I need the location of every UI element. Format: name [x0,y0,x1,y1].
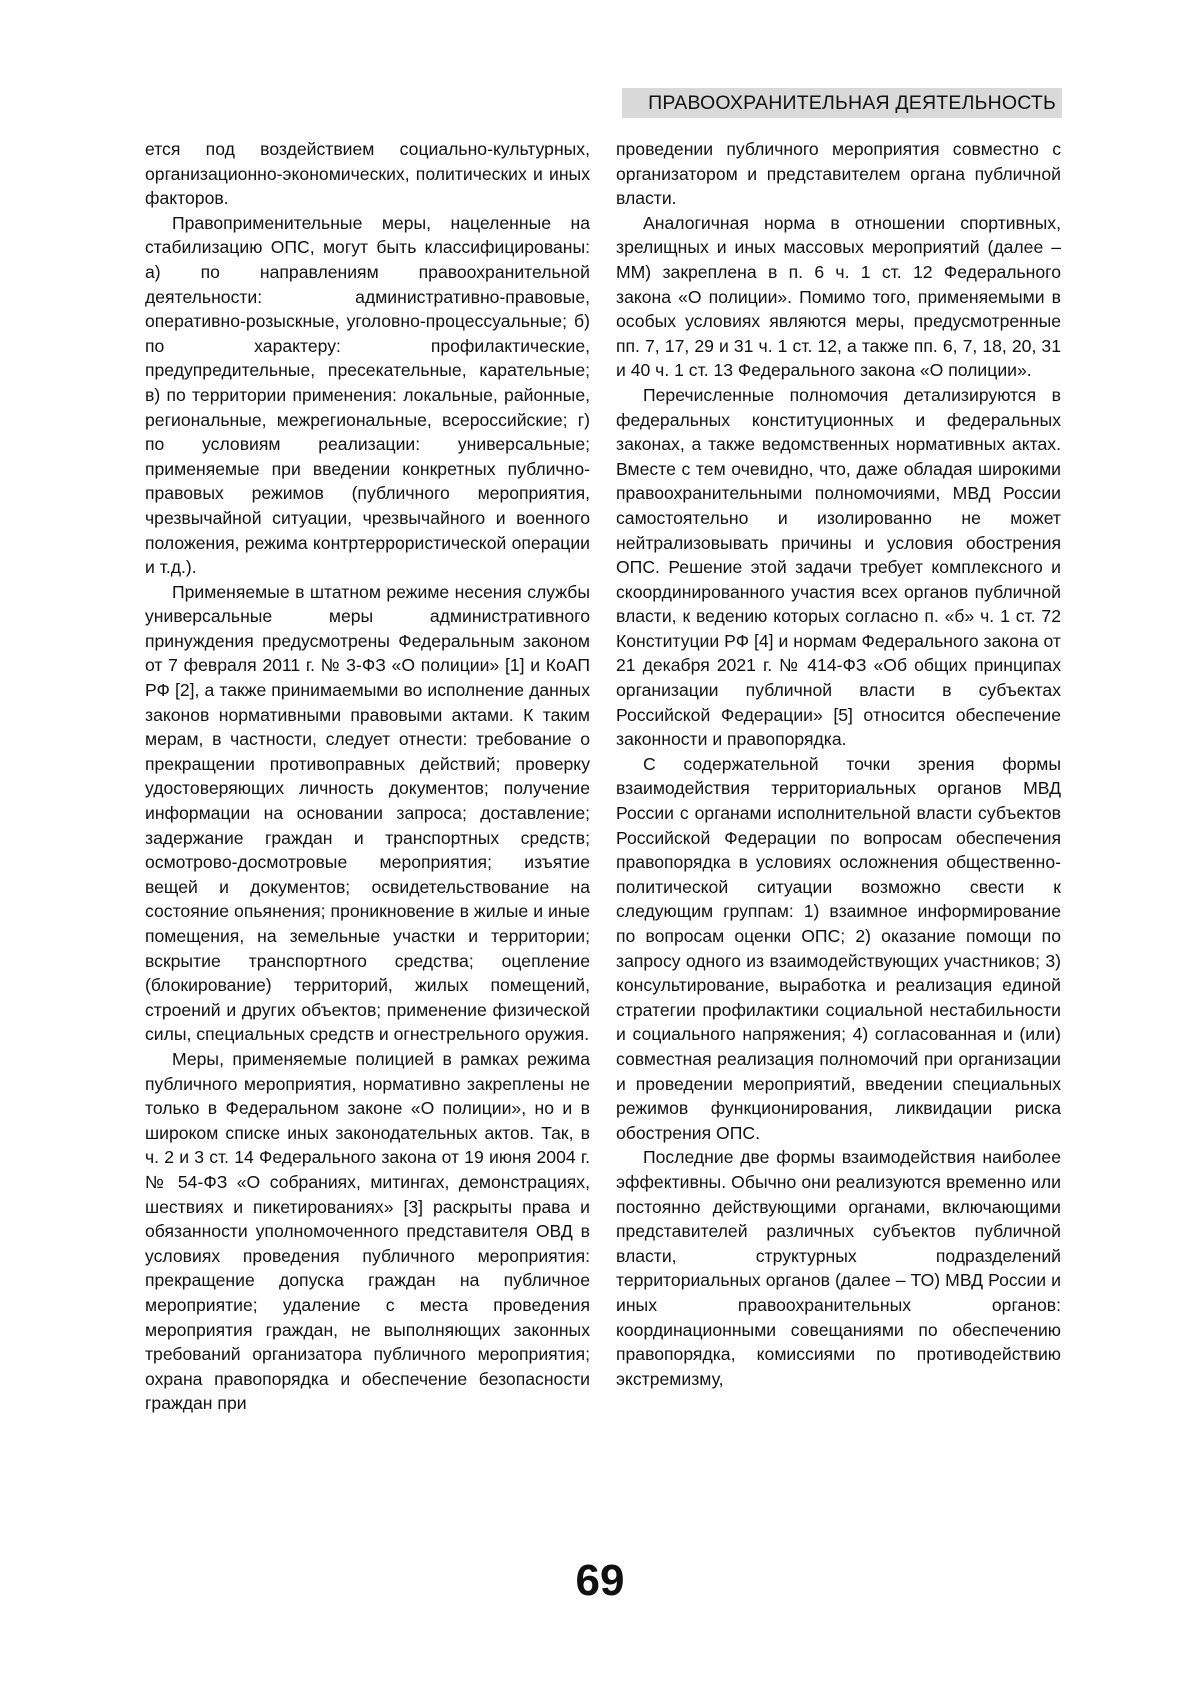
paragraph: Меры, применяемые полицией в рамках режима публичного мероприятия, нормативно закреплены не только в Федеральном законе «О полиции», но и в широком списке иных законодательных актов. Так, в ч. 2 и 3 ст. 14 Федерального закона от 19 июня 2004 г. № 54-ФЗ «О собраниях, митингах, демонстрациях, шествиях и пикетированиях» [3] раскрыты права и обязанности уполномоченного представителя ОВД в условиях проведения публичного мероприятия: прекращение допуска граждан на публичное мероприятие; удаление с места проведения мероприятия граждан, не выполняющих законных требований организатора публичного мероприятия; охрана правопорядка и обеспечение безопасности граждан при [145,1048,590,1414]
paragraph: Правоприменительные меры, нацеленные на стабилизацию ОПС, могут быть классифицированы: а) по направлениям правоохранительной деятельности: административно-правовые, оперативно-розыскные, уголовно-процессуальные; б) по характеру: профилактические, предупредительные, пресекательные, карательные; в) по территории применения: локальные, районные, региональные, межрегиональные, всероссийские; г) по условиям реализации: универсальные; применяемые при введении конкретных публично-правовых режимов (публичного мероприятия, чрезвычайной ситуации, чрезвычайного и военного положения, режима контртеррористической операции и т.д.). [145,212,590,578]
left-column [145,137,590,1416]
paragraph: Применяемые в штатном режиме несения службы универсальные меры административного принуждения предусмотрены Федеральным законом от 7 февраля 2011 г. № 3-ФЗ «О полиции» [1] и КоАП РФ [2], а также принимаемыми во исполнение данных законов нормативными правовыми актами. К таким мерам, в частности, следует отнести: требование о прекращении противоправных действий; проверку удостоверяющих личность документов; получение информации на основании запроса; доставление; задержание граждан и транспортных средств; осмотрово-досмотровые мероприятия; изъятие вещей и документов; освидетельствование на состояние опьянения; проникновение в жилые и иные помещения, на земельные участки и территории; вскрытие транспортного средства; оцепление (блокирование) территорий, жилых помещений, строений и других объектов; применение физической силы, специальных средств и огнестрельного оружия. [145,581,590,1045]
paragraph: проведении публичного мероприятия совместно с организатором и представителем органа публичной власти. [616,139,1061,209]
running-header: ПРАВООХРАНИТЕЛЬНАЯ ДЕЯТЕЛЬНОСТЬ [622,88,1062,118]
paragraph: Последние две формы взаимодействия наиболее эффективны. Обычно они реализуются временно или постоянно действующими органами, включающими представителей различных субъектов публичной власти, структурных подразделений территориальных органов (далее – ТО) МВД России и иных правоохранительных органов: координационными совещаниями по обеспечению правопорядка, комиссиями по противодействию экстремизму, [616,1147,1061,1389]
page-number: 69 [575,1556,625,1605]
paragraph: ется под воздействием социально-культурных, организационно-экономических, политических и иных факторов. [145,139,590,209]
paragraph: С содержательной точки зрения формы взаимодействия территориальных органов МВД России с органами исполнительной власти субъектов Российской Федерации по вопросам обеспечения правопорядка в условиях осложнения общественно-политической ситуации возможно свести к следующим группам: 1) взаимное информирование по вопросам оценки ОПС; 2) оказание помощи по запросу одного из взаимодействующих участников; 3) консультирование, выработка и реализация единой стратегии профилактики социальной нестабильности и социального напряжения; 4) согласованная и (или) совместная реализация полномочий при организации и проведении мероприятий, введении специальных режимов функционирования, ликвидации риска обострения ОПС. [616,753,1061,1143]
paragraph: Перечисленные полномочия детализируются в федеральных конституционных и федеральных законах, а также ведомственных нормативных актах. Вместе с тем очевидно, что, даже обладая широкими правоохранительными полномочиями, МВД России самостоятельно и изолированно не может нейтрализовывать причины и условия обострения ОПС. Решение этой задачи требует комплексного и скоординированного участия всех органов публичной власти, к ведению которых согласно п. «б» ч. 1 ст. 72 Конституции РФ [4] и нормам Федерального закона от 21 декабря 2021 г. № 414-ФЗ «Об общих принципах организации публичной власти в субъектах Российской Федерации» [5] относится обеспечение законности и правопорядка. [616,384,1061,750]
paragraph: Аналогичная норма в отношении спортивных, зрелищных и иных массовых мероприятий (далее – ММ) закреплена в п. 6 ч. 1 ст. 12 Федерального закона «О полиции». Помимо того, применяемыми в особых условиях являются меры, предусмотренные пп. 7, 17, 29 и 31 ч. 1 ст. 12, а также пп. 6, 7, 18, 20, 31 и 40 ч. 1 ст. 13 Федерального закона «О полиции». [616,212,1061,381]
right-column [616,137,1061,1391]
